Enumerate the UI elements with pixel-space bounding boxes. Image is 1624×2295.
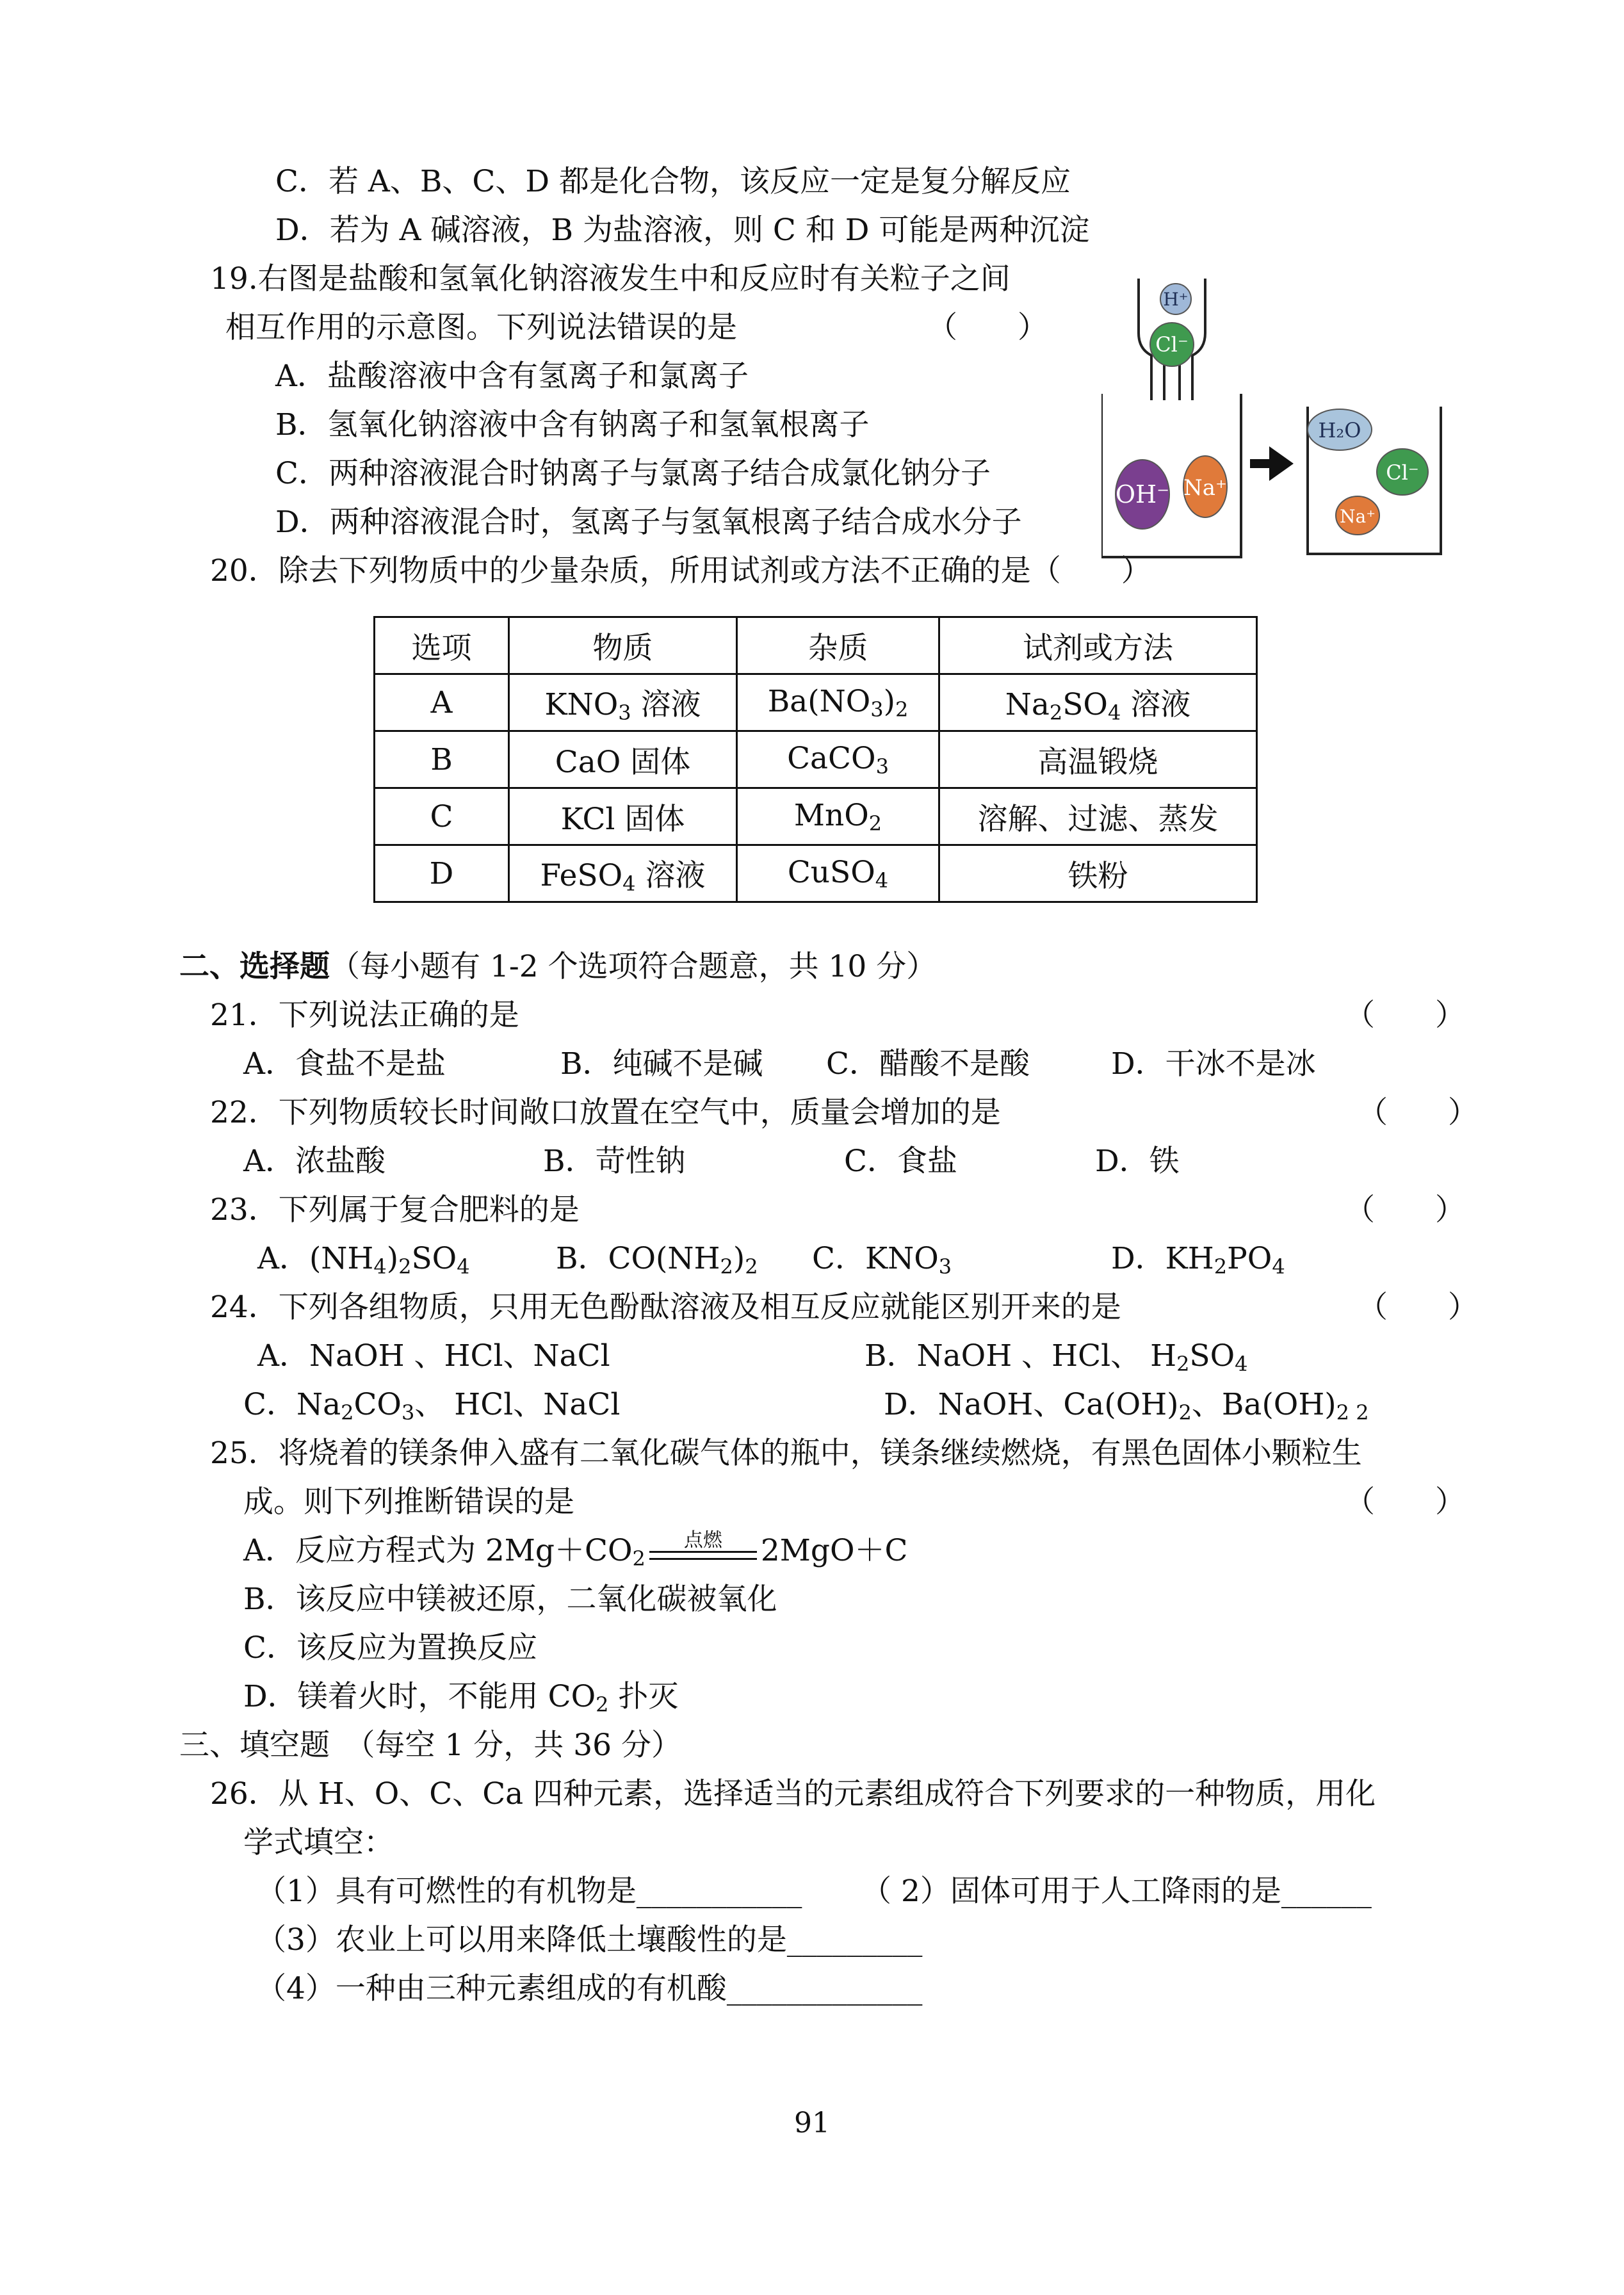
text-run: 高温锻烧: [1037, 744, 1158, 780]
svg-text:H₂O: H₂O: [1318, 418, 1361, 442]
table-cell: [375, 845, 509, 902]
subscript: 3: [875, 754, 889, 779]
text-run: C．两种溶液混合时钠离子与氯离子结合成氯化钠分子: [275, 456, 991, 491]
table-cell: [737, 788, 939, 845]
subscript: 4: [1272, 1254, 1285, 1279]
text-run-aligned: D．$KH_2PO_4$: [1111, 1241, 1285, 1279]
q25-stem-2: [243, 1483, 1465, 1521]
text-run-aligned: （ 2）固体可用于人工降雨的是______: [861, 1874, 1372, 1909]
text-run: ): [733, 1241, 745, 1276]
q25-c: [243, 1629, 537, 1667]
text-run: （4）一种由三种元素组成的有机酸_____________: [256, 1971, 923, 2006]
q19-a: [275, 357, 749, 396]
text-run: B．该反应中镁被还原，二氧化碳被氧化: [243, 1582, 777, 1617]
text-run: 二、选择题: [179, 949, 330, 984]
text-run-aligned: C．食盐: [844, 1144, 957, 1179]
text-run: A．(NH: [257, 1241, 374, 1276]
sodium-ion-left: [1183, 456, 1227, 517]
subscript: 2: [720, 1254, 733, 1279]
table-header-cell: 试剂或方法: [939, 617, 1257, 674]
text-run: B．氢氧化钠溶液中含有钠离子和氢氧根离子: [275, 407, 870, 442]
table-cell: [939, 845, 1257, 902]
text-run-aligned: （ ）: [1358, 1095, 1478, 1130]
text-run: Ba(NO: [767, 683, 871, 719]
table-cell: [375, 788, 509, 845]
q20-stem: [210, 552, 1151, 590]
text-run-aligned: D．铁: [1095, 1144, 1180, 1179]
table-cell: [509, 674, 737, 731]
text-run: 26．从 H、O、C、Ca 四种元素，选择适当的元素组成符合下列要求的一种物质，用化: [210, 1776, 1376, 1812]
text-run: D．镁着火时，不能用 CO: [243, 1679, 596, 1714]
table-header-row: [375, 617, 1257, 674]
subscript: 4: [875, 868, 889, 893]
text-run: A．NaOH 、HCl、NaCl: [257, 1338, 610, 1374]
table-row: [375, 674, 1257, 731]
q21-stem: [210, 996, 1465, 1035]
q22-stem: [210, 1094, 1478, 1132]
text-run: 学式填空：: [243, 1825, 394, 1860]
q19-d: [275, 503, 1022, 542]
text-run: SO: [1062, 686, 1108, 722]
subscript: 3: [938, 1254, 952, 1279]
table-cell: [939, 674, 1257, 731]
text-run-aligned: B．苛性钠: [543, 1144, 686, 1179]
q26-3: [256, 1921, 922, 1959]
q19-b: [275, 406, 870, 444]
text-run: A: [430, 685, 453, 720]
subscript: 2: [1214, 1254, 1228, 1279]
table-cell: [939, 731, 1257, 788]
svg-text:Na⁺: Na⁺: [1183, 475, 1227, 501]
table-row: [375, 731, 1257, 788]
text-run: 19.右图是盐酸和氢氧化钠溶液发生中和反应时有关粒子之间: [210, 261, 1011, 296]
q26-stem-1: [210, 1775, 1376, 1813]
text-run: A．盐酸溶液中含有氢离子和氯离子: [275, 359, 749, 394]
subscript: 2 2: [1336, 1400, 1369, 1425]
subscript: 2: [596, 1692, 609, 1717]
text-run-aligned: （ ）: [927, 310, 1048, 345]
text-run: （每小题有 1-2 个选项符合题意，共 10 分）: [330, 949, 937, 984]
q24-ab: [257, 1337, 1248, 1376]
svg-text:Cl⁻: Cl⁻: [1386, 460, 1419, 485]
subscript: 2: [1176, 1352, 1190, 1376]
q23-opts: [257, 1240, 1285, 1279]
text-run: C．若 A、B、C、D 都是化合物，该反应一定是复分解反应: [275, 164, 1071, 199]
subscript: 4: [1107, 700, 1121, 725]
subscript: 2: [341, 1400, 354, 1425]
text-run: A．浓盐酸: [243, 1144, 386, 1179]
svg-text:Na⁺: Na⁺: [1340, 506, 1376, 527]
table-header-cell: 物质: [509, 617, 737, 674]
reaction-condition: 点燃: [683, 1529, 722, 1552]
reaction-condition-equals: [646, 1529, 761, 1570]
subscript: 4: [373, 1254, 387, 1279]
q26-stem-2: [243, 1824, 394, 1862]
text-run: CuSO: [787, 854, 875, 890]
text-run: B: [430, 742, 453, 777]
svg-text:Cl⁻: Cl⁻: [1155, 332, 1189, 357]
text-run: D．若为 A 碱溶液，B 为盐溶液，则 C 和 D 可能是两种沉淀: [275, 213, 1090, 248]
q19-c: [275, 455, 991, 493]
text-run: SO: [411, 1241, 457, 1276]
text-run: 相互作用的示意图。下列说法错误的是: [225, 310, 737, 345]
table-row: [375, 788, 1257, 845]
text-run: C．该反应为置换反应: [243, 1630, 537, 1666]
subscript: 2: [1178, 1400, 1192, 1425]
text-run: 24．下列各组物质，只用无色酚酞溶液及相互反应就能区别开来的是: [210, 1290, 1121, 1325]
chloride-ion-beaker: [1377, 449, 1428, 495]
text-run-aligned: D．干冰不是冰: [1111, 1046, 1316, 1082]
table-cell: [737, 674, 939, 731]
text-run: A．食盐不是盐: [243, 1046, 446, 1082]
q22-opts: [243, 1142, 1180, 1181]
subscript: 4: [457, 1254, 470, 1279]
text-run: 溶液: [635, 857, 706, 893]
q18-d: [275, 211, 1089, 250]
subscript: 3: [618, 700, 631, 725]
q25-b: [243, 1580, 777, 1619]
subscript: 3: [401, 1400, 415, 1425]
q25-stem-1: [210, 1434, 1362, 1473]
subscript: 2: [632, 1546, 646, 1571]
text-run: Na: [1005, 686, 1050, 722]
sec2-title: [179, 948, 936, 986]
text-run-aligned: B．NaOH 、HCl、 $H_2SO_4$: [865, 1338, 1248, 1376]
text-run: 溶液: [631, 686, 701, 722]
text-run: D．两种溶液混合时，氢离子与氢氧根离子结合成水分子: [275, 505, 1022, 540]
water-molecule: [1308, 409, 1372, 450]
text-run: 25．将烧着的镁条伸入盛有二氧化碳气体的瓶中，镁条继续燃烧，有黑色固体小颗粒生: [210, 1436, 1362, 1471]
q25-a: [243, 1529, 908, 1571]
subscript: 2: [398, 1254, 412, 1279]
table-cell: [375, 674, 509, 731]
svg-text:H⁺: H⁺: [1163, 289, 1189, 310]
table-header-cell: 选项: [375, 617, 509, 674]
text-run-aligned: （ ）: [1345, 1484, 1465, 1520]
q26-4: [256, 1970, 922, 2008]
table-cell: [509, 788, 737, 845]
hydroxide-ion: [1116, 460, 1169, 529]
subscript: 2: [745, 1254, 758, 1279]
q19-stem-2: [225, 309, 1048, 347]
svg-text:OH⁻: OH⁻: [1115, 480, 1170, 508]
text-run: 、Ba(OH): [1191, 1387, 1336, 1422]
subscript: 2: [1049, 700, 1063, 725]
text-run: （3）农业上可以用来降低土壤酸性的是_________: [256, 1922, 923, 1958]
text-run-aligned: （ ）: [1345, 1192, 1465, 1228]
text-run: CO: [353, 1387, 402, 1422]
text-run: 20．除去下列物质中的少量杂质，所用试剂或方法不正确的是（ ）: [210, 553, 1151, 588]
q21-opts: [243, 1045, 1316, 1083]
subscript: 2: [895, 697, 909, 722]
page-number: 91: [794, 2107, 830, 2139]
text-run: 、 HCl、NaCl: [414, 1387, 621, 1422]
text-run-aligned: B．纯碱不是碱: [560, 1046, 763, 1082]
text-run: CaCO: [787, 740, 876, 776]
text-run: C: [430, 799, 453, 834]
text-run: MnO: [793, 797, 869, 833]
q23-stem: [210, 1191, 1465, 1229]
text-run-aligned: C．$KNO_3$: [812, 1241, 952, 1279]
hydrogen-ion: [1160, 284, 1191, 314]
q24-cd: [243, 1386, 1369, 1425]
q26-1-2: [256, 1872, 1372, 1911]
text-run: C．Na: [243, 1387, 341, 1422]
text-run: 21．下列说法正确的是: [210, 998, 519, 1033]
table-cell: [737, 845, 939, 902]
text-run: 溶液: [1121, 686, 1191, 722]
text-run: 2MgO＋C: [760, 1533, 908, 1568]
table-row: [375, 845, 1257, 902]
text-run: 铁粉: [1068, 858, 1128, 894]
text-run-aligned: D．NaOH、$Ca(OH)_2$、$Ba(OH)_{2 2}$: [884, 1387, 1369, 1425]
text-run: PO: [1227, 1241, 1272, 1276]
table-cell: [509, 731, 737, 788]
subscript: 3: [870, 697, 884, 722]
sec3-title: [179, 1726, 681, 1765]
text-run: CaO 固体: [555, 744, 691, 780]
text-run: （1）具有可燃性的有机物是___________: [256, 1874, 802, 1909]
text-run: KNO: [544, 686, 619, 722]
table-cell: [509, 845, 737, 902]
text-run: D: [429, 856, 454, 891]
text-run: FeSO: [540, 857, 623, 893]
neutralization-diagram: [1101, 272, 1460, 564]
subscript: 2: [868, 811, 882, 836]
table-header-cell: 杂质: [737, 617, 939, 674]
text-run-aligned: （ ）: [1345, 998, 1465, 1033]
text-run: 三、填空题 （每空 1 分，共 36 分）: [179, 1728, 681, 1763]
q25-d: [243, 1678, 678, 1716]
q19-stem-1: [210, 260, 1011, 298]
text-run: 22．下列物质较长时间敞口放置在空气中，质量会增加的是: [210, 1095, 1001, 1130]
text-run: ): [386, 1241, 399, 1276]
text-run: 扑灭: [608, 1679, 679, 1714]
impurity-table: [373, 616, 1258, 903]
table-cell: [939, 788, 1257, 845]
sodium-ion-right: [1336, 496, 1379, 535]
text-run: 溶解、过滤、蒸发: [977, 801, 1219, 837]
text-run-aligned: （ ）: [1358, 1290, 1478, 1325]
text-run: SO: [1189, 1338, 1235, 1374]
chloride-ion-dropper: [1150, 323, 1194, 366]
text-run: 成。则下列推断错误的是: [243, 1484, 574, 1520]
text-run: ): [883, 683, 895, 719]
table-cell: [375, 731, 509, 788]
subscript: 4: [622, 871, 636, 896]
q24-stem: [210, 1288, 1478, 1327]
text-run-aligned: C．醋酸不是酸: [826, 1046, 1030, 1082]
reaction-arrow: [1250, 446, 1294, 481]
table-cell: [737, 731, 939, 788]
text-run: KCl 固体: [560, 801, 685, 837]
text-run: A．反应方程式为 2Mg＋CO: [243, 1533, 633, 1568]
subscript: 4: [1235, 1352, 1248, 1376]
q18-c: [275, 163, 1071, 201]
text-run-aligned: B．$CO(NH_2)_2$: [556, 1241, 758, 1279]
text-run: 23．下列属于复合肥料的是: [210, 1192, 580, 1228]
